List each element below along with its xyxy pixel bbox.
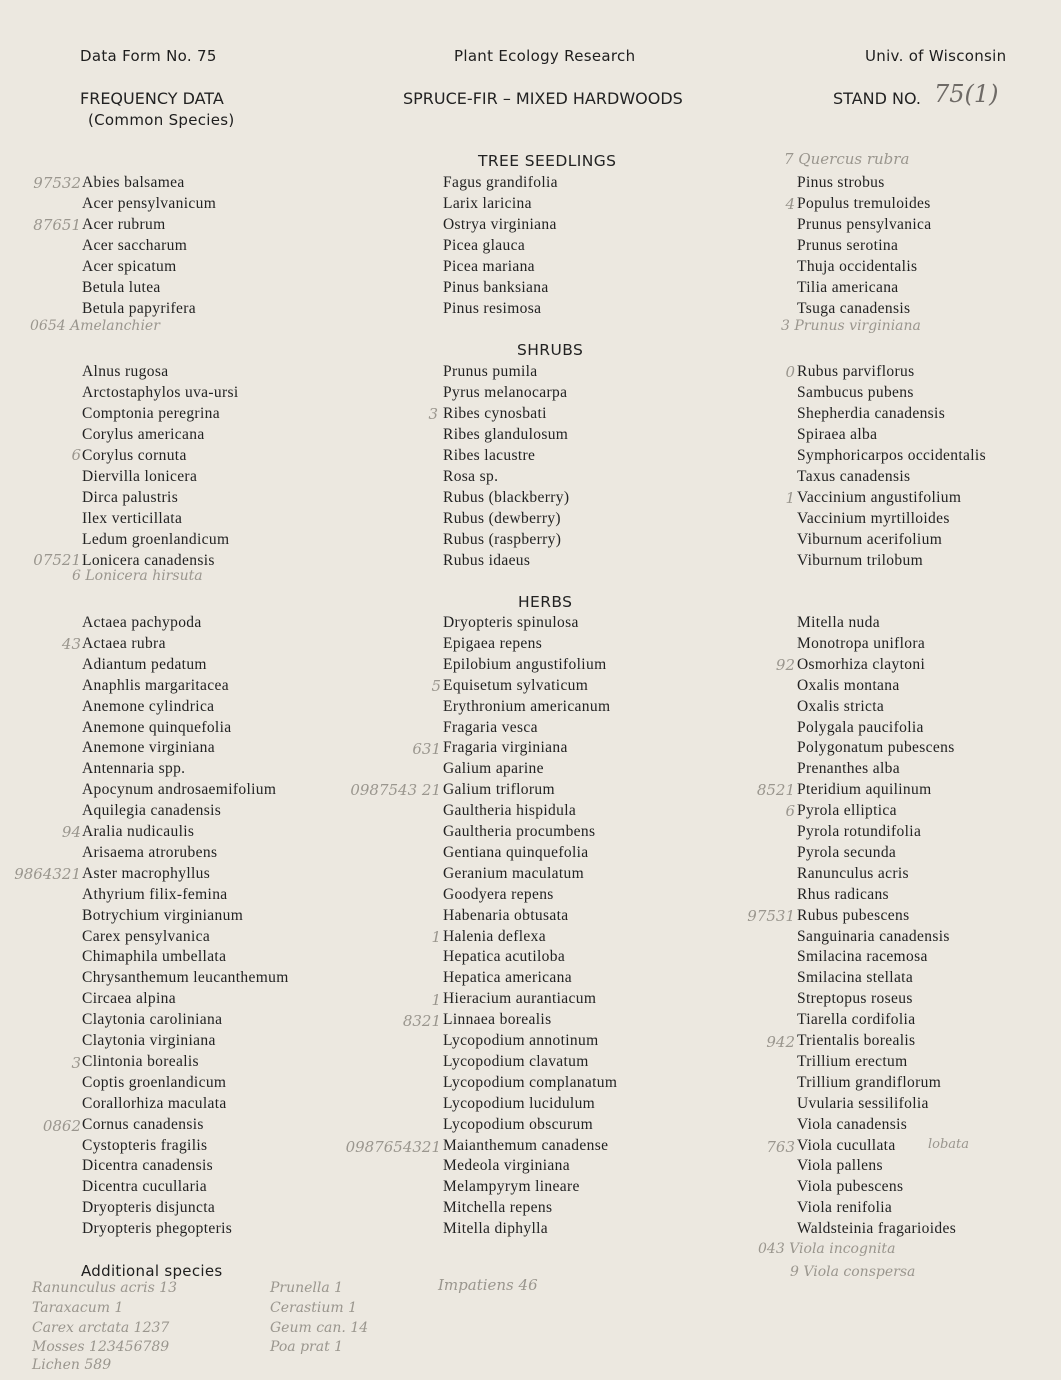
species-item: Fragaria virginiana — [443, 739, 568, 757]
species-item: Ribes cynosbati — [443, 405, 547, 422]
species-item: Rubus pubescens — [797, 906, 910, 924]
handwritten-note: 97532 — [33, 174, 81, 192]
handwritten-note: 1 — [431, 928, 441, 946]
species-item: Medeola virginiana — [443, 1157, 570, 1175]
species-item: Viola canadensis — [797, 1115, 908, 1133]
species-item: Maianthemum canadense — [443, 1136, 609, 1154]
species-item: Melampyrym lineare — [443, 1178, 580, 1196]
section-tree-seedlings: TREE SEEDLINGS — [478, 152, 617, 170]
species-item: Uvularia sessilifolia — [797, 1094, 929, 1112]
handwritten-note: 97531 — [747, 907, 795, 925]
species-item: Smilacina stellata — [797, 969, 914, 987]
species-item: Rubus idaeus — [443, 552, 531, 569]
species-item: Anemone virginiana — [82, 739, 215, 757]
species-item: Osmorhiza claytoni — [797, 655, 926, 673]
handwritten-note: 0987543 21 — [350, 781, 441, 799]
additional-species-note: Geum can. 14 — [270, 1320, 369, 1336]
handwritten-note: 631 — [412, 740, 441, 758]
species-item: Clintonia borealis — [82, 1052, 199, 1070]
species-item: Taxus canadensis — [797, 468, 911, 485]
handwritten-note: 43 — [61, 635, 81, 653]
handwritten-note: 0862 — [42, 1117, 81, 1135]
species-item: Lonicera canadensis — [82, 552, 215, 569]
handwritten-note: 0987654321 — [345, 1138, 441, 1156]
form-number: Data Form No. 75 — [80, 47, 217, 65]
species-item: Pinus resimosa — [443, 300, 542, 317]
species-item: Gentiana quinquefolia — [443, 843, 589, 861]
species-item: Viburnum trilobum — [797, 552, 923, 569]
handwritten-note: 0654 Amelanchier — [30, 318, 160, 334]
species-item: Rubus (dewberry) — [443, 510, 561, 527]
species-item: Pinus banksiana — [443, 279, 549, 296]
species-item: Chimaphila umbellata — [82, 948, 227, 966]
additional-species-note: Mosses 123456789 — [32, 1339, 170, 1355]
species-item: Aralia nudicaulis — [82, 823, 195, 840]
species-item: Tsuga canadensis — [797, 300, 911, 317]
handwritten-note: 5 — [431, 677, 441, 695]
species-item: Coptis groenlandicum — [82, 1073, 227, 1091]
species-item: Lycopodium annotinum — [443, 1032, 599, 1049]
additional-species-note: Lichen 589 — [32, 1357, 112, 1373]
species-item: Trillium grandiflorum — [797, 1073, 942, 1091]
species-item: Circaea alpina — [82, 990, 176, 1008]
species-item: Carex pensylvanica — [82, 927, 211, 945]
species-item: Mitella nuda — [797, 614, 880, 631]
species-item: Acer spicatum — [82, 258, 177, 275]
stand-number: 75(1) — [934, 80, 999, 108]
species-item: Sanguinaria canadensis — [797, 927, 950, 945]
species-item: Dirca palustris — [82, 489, 179, 506]
species-item: Ledum groenlandicum — [82, 531, 230, 548]
species-item: Rubus (blackberry) — [443, 489, 570, 506]
species-item: Epilobium angustifolium — [443, 655, 607, 673]
additional-species-note: Cerastium 1 — [270, 1300, 357, 1316]
species-item: Anemone quinquefolia — [82, 718, 232, 736]
handwritten-note: 9864321 — [14, 865, 81, 883]
frequency-title: FREQUENCY DATA — [80, 89, 224, 108]
species-item: Lycopodium clavatum — [443, 1052, 589, 1070]
handwritten-note: 043 Viola incognita — [758, 1241, 896, 1257]
handwritten-note: 94 — [61, 823, 81, 841]
species-item: Dryopteris phegopteris — [82, 1220, 233, 1238]
species-item: Pteridium aquilinum — [797, 781, 932, 799]
species-item: Prunus pumila — [443, 363, 538, 380]
species-item: Aquilegia canadensis — [82, 802, 222, 820]
handwritten-note: 3 — [428, 405, 438, 423]
species-item: Mitchella repens — [443, 1199, 553, 1217]
handwritten-note: 6 — [71, 446, 81, 464]
handwritten-note: 87651 — [33, 216, 81, 234]
species-item: Shepherdia canadensis — [797, 405, 946, 422]
species-item: Picea mariana — [443, 258, 535, 275]
species-item: Rhus radicans — [797, 885, 889, 903]
species-item: Larix laricina — [443, 195, 532, 212]
species-item: Smilacina racemosa — [797, 948, 928, 966]
species-item: Corylus cornuta — [82, 447, 187, 464]
species-item: Anaphlis margaritacea — [82, 676, 229, 694]
species-item: Fagus grandifolia — [443, 174, 558, 191]
frequency-subtitle: (Common Species) — [88, 111, 235, 129]
species-item: Ilex verticillata — [82, 510, 183, 527]
handwritten-note: 6 — [785, 802, 795, 820]
handwritten-note: 763 — [766, 1138, 795, 1156]
handwritten-note: 0 — [785, 363, 795, 381]
species-item: Rosa sp. — [443, 468, 499, 485]
species-item: Habenaria obtusata — [443, 906, 569, 924]
species-item: Lycopodium obscurum — [443, 1115, 594, 1133]
species-item: Symphoricarpos occidentalis — [797, 447, 986, 464]
species-item: Epigaea repens — [443, 634, 543, 652]
species-item: Arctostaphylos uva-ursi — [82, 384, 239, 401]
handwritten-note: 6 Lonicera hirsuta — [72, 568, 203, 584]
species-item: Hepatica americana — [443, 969, 572, 987]
additional-species-note: Carex arctata 1237 — [32, 1320, 170, 1336]
species-item: Adiantum pedatum — [82, 655, 207, 673]
species-item: Lycopodium lucidulum — [443, 1094, 596, 1112]
species-item: Betula papyrifera — [82, 300, 196, 317]
species-item: Hepatica acutiloba — [443, 948, 566, 966]
handwritten-note: 7 Quercus rubra — [784, 150, 910, 168]
species-item: Pinus strobus — [797, 174, 885, 191]
species-item: Streptopus roseus — [797, 990, 913, 1008]
species-item: Geranium maculatum — [443, 864, 585, 882]
species-item: Aster macrophyllus — [82, 864, 211, 882]
handwritten-note: lobata — [928, 1137, 970, 1152]
species-item: Ribes lacustre — [443, 447, 536, 464]
section-shrubs: SHRUBS — [517, 341, 584, 359]
university: Univ. of Wisconsin — [865, 47, 1007, 65]
species-item: Rubus parviflorus — [797, 363, 915, 380]
species-item: Betula lutea — [82, 279, 161, 296]
species-item: Abies balsamea — [82, 174, 185, 191]
species-item: Prunus pensylvanica — [797, 216, 932, 233]
additional-species-note: Poa prat 1 — [270, 1339, 344, 1355]
species-item: Anemone cylindrica — [82, 697, 215, 715]
handwritten-note: 3 — [71, 1054, 81, 1072]
handwritten-note: 9 Viola conspersa — [790, 1264, 916, 1280]
community-title: SPRUCE-FIR – MIXED HARDWOODS — [403, 89, 683, 108]
species-item: Tiarella cordifolia — [797, 1011, 916, 1029]
species-item: Dicentra cucullaria — [82, 1178, 207, 1196]
species-item: Sambucus pubens — [797, 384, 914, 401]
handwritten-note: 07521 — [33, 551, 81, 569]
species-item: Thuja occidentalis — [797, 258, 918, 275]
species-item: Viola pallens — [797, 1157, 883, 1175]
handwritten-note: 1 — [431, 991, 441, 1009]
species-item: Botrychium virginianum — [82, 906, 244, 924]
species-item: Acer pensylvanicum — [82, 195, 217, 212]
species-item: Waldsteinia fragarioides — [797, 1220, 957, 1238]
species-item: Tilia americana — [797, 279, 899, 296]
species-item: Actaea pachypoda — [82, 614, 202, 631]
species-item: Picea glauca — [443, 237, 526, 254]
species-item: Chrysanthemum leucanthemum — [82, 969, 289, 987]
additional-species-label: Additional species — [81, 1262, 223, 1280]
species-item: Dicentra canadensis — [82, 1157, 214, 1175]
species-item: Rubus (raspberry) — [443, 531, 562, 548]
species-item: Prunus serotina — [797, 237, 899, 254]
section-herbs: HERBS — [518, 593, 573, 611]
species-item: Vaccinium angustifolium — [797, 489, 962, 506]
species-item: Viburnum acerifolium — [797, 531, 943, 548]
additional-species-note: Impatiens 46 — [438, 1276, 538, 1294]
species-item: Oxalis montana — [797, 676, 900, 694]
species-item: Cystopteris fragilis — [82, 1136, 208, 1154]
species-item: Diervilla lonicera — [82, 468, 198, 485]
species-item: Ribes glandulosum — [443, 426, 569, 443]
species-item: Athyrium filix-femina — [82, 885, 228, 903]
species-item: Apocynum androsaemifolium — [82, 781, 277, 799]
species-item: Corallorhiza maculata — [82, 1094, 227, 1112]
species-item: Galium aparine — [443, 760, 544, 778]
species-item: Fragaria vesca — [443, 718, 538, 736]
species-item: Corylus americana — [82, 426, 205, 443]
species-item: Gaultheria procumbens — [443, 823, 596, 840]
handwritten-note: 1 — [785, 489, 795, 507]
species-item: Hieracium aurantiacum — [443, 990, 597, 1008]
species-item: Lycopodium complanatum — [443, 1073, 618, 1091]
species-item: Pyrola elliptica — [797, 802, 897, 820]
species-item: Acer saccharum — [82, 237, 188, 254]
handwritten-note: 3 Prunus virginiana — [781, 318, 921, 334]
species-item: Arisaema atrorubens — [82, 843, 218, 861]
species-item: Oxalis stricta — [797, 697, 885, 715]
handwritten-note: 4 — [785, 195, 795, 213]
species-item: Trientalis borealis — [797, 1032, 916, 1049]
species-item: Pyrola rotundifolia — [797, 823, 922, 840]
species-item: Halenia deflexa — [443, 927, 546, 945]
species-item: Goodyera repens — [443, 885, 554, 903]
species-item: Viola cucullata — [797, 1136, 896, 1154]
species-item: Antennaria spp. — [82, 760, 186, 778]
additional-species-note: Prunella 1 — [270, 1280, 344, 1296]
species-item: Dryopteris disjuncta — [82, 1199, 216, 1217]
species-item: Comptonia peregrina — [82, 405, 220, 422]
species-item: Linnaea borealis — [443, 1011, 552, 1029]
stand-label: STAND NO. — [833, 89, 922, 108]
species-item: Dryopteris spinulosa — [443, 614, 579, 631]
handwritten-note: 92 — [775, 656, 795, 674]
species-item: Vaccinium myrtilloides — [797, 510, 950, 527]
species-item: Mitella diphylla — [443, 1220, 549, 1238]
species-item: Pyrus melanocarpa — [443, 384, 568, 401]
species-item: Ranunculus acris — [797, 864, 909, 882]
species-item: Gaultheria hispidula — [443, 802, 577, 820]
species-item: Actaea rubra — [82, 634, 166, 652]
species-item: Viola pubescens — [797, 1178, 904, 1196]
species-item: Equisetum sylvaticum — [443, 676, 589, 694]
species-item: Spiraea alba — [797, 426, 878, 443]
species-item: Monotropa uniflora — [797, 634, 926, 652]
species-item: Alnus rugosa — [82, 363, 169, 380]
species-item: Polygala paucifolia — [797, 718, 924, 736]
additional-species-note: Ranunculus acris 13 — [32, 1280, 178, 1296]
species-item: Cornus canadensis — [82, 1115, 204, 1133]
species-item: Acer rubrum — [82, 216, 166, 233]
species-item: Polygonatum pubescens — [797, 739, 955, 757]
handwritten-note: 8521 — [756, 781, 795, 799]
species-item: Galium triflorum — [443, 781, 555, 799]
species-item: Populus tremuloides — [797, 195, 931, 212]
species-item: Erythronium americanum — [443, 697, 611, 715]
species-item: Pyrola secunda — [797, 843, 897, 861]
species-item: Claytonia caroliniana — [82, 1011, 223, 1029]
species-item: Prenanthes alba — [797, 760, 900, 778]
handwritten-note: 942 — [766, 1033, 795, 1051]
handwritten-note: 8321 — [402, 1012, 441, 1030]
species-item: Viola renifolia — [797, 1199, 893, 1217]
species-item: Ostrya virginiana — [443, 216, 557, 233]
species-item: Trillium erectum — [797, 1052, 908, 1070]
additional-species-note: Taraxacum 1 — [32, 1300, 124, 1316]
species-item: Claytonia virginiana — [82, 1032, 216, 1049]
lab-name: Plant Ecology Research — [454, 47, 636, 65]
